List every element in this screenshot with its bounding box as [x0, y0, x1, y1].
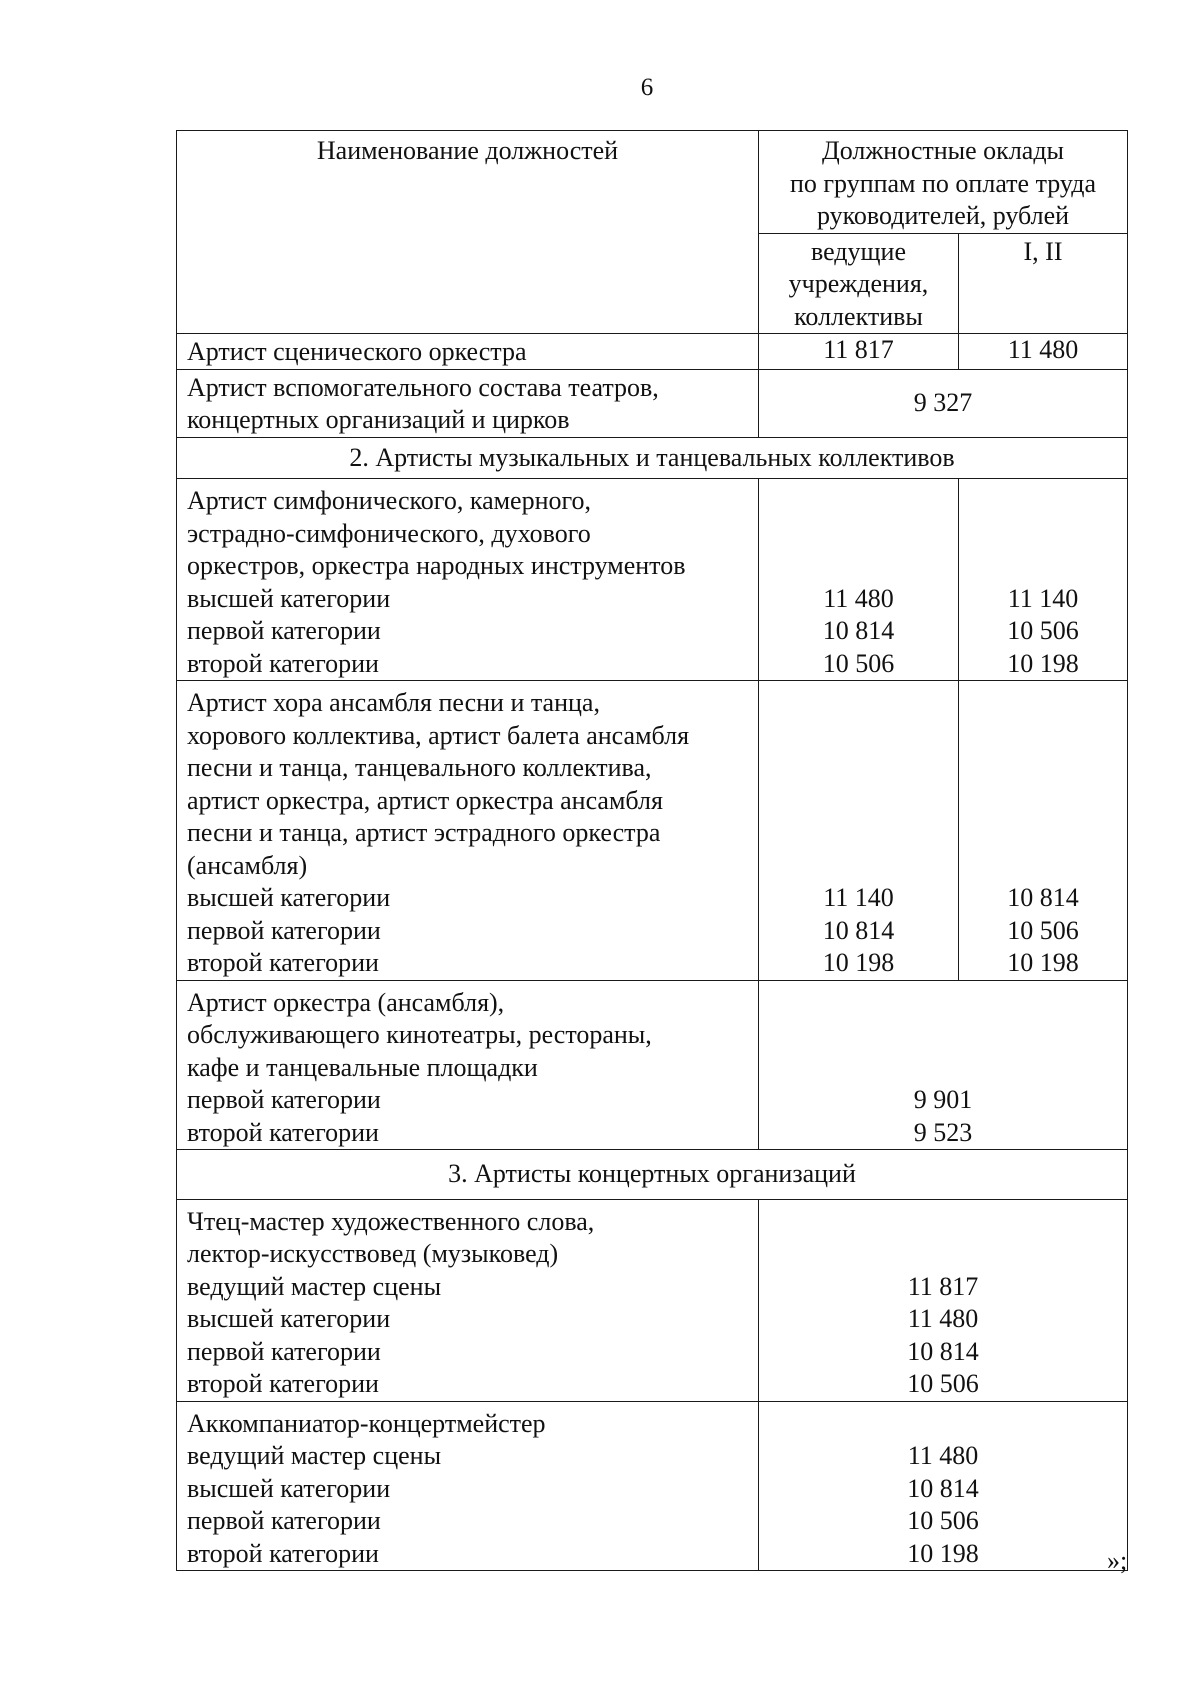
section-title: 3. Артисты концертных организаций: [177, 1150, 1128, 1200]
groups-value: 11 480: [959, 334, 1128, 370]
groups-value: 10 814: [1007, 883, 1079, 912]
position-name-line: концертных организаций и цирков: [187, 405, 570, 434]
merged-value: 10 814: [907, 1336, 979, 1366]
groups-value: 10 198: [1007, 648, 1079, 678]
position-name-line: второй категории: [187, 1117, 379, 1147]
merged-value: 10 506: [907, 1506, 979, 1535]
lead-value: 11 140: [823, 883, 894, 912]
lead-value: 10 814: [822, 915, 895, 945]
position-name-line: первой категории: [187, 616, 381, 645]
lead-header-line: коллективы: [794, 301, 923, 331]
section-row: [177, 437, 1128, 479]
position-name-line: второй категории: [187, 648, 379, 678]
lead-header-line: ведущие: [810, 236, 907, 266]
lead-value: 10 814: [822, 616, 895, 645]
position-name-line: первой категории: [187, 1506, 381, 1535]
position-name-line: кафе и танцевальные площадки: [187, 1052, 538, 1082]
groups-value: 10 198: [1007, 948, 1079, 977]
table-row: [177, 1199, 1128, 1401]
page-number: 6: [640, 74, 654, 101]
position-name-line: Артист оркестра (ансамбля),: [187, 987, 505, 1017]
position-name-line: Артист сценического оркестра: [187, 337, 527, 366]
position-name: [177, 1199, 759, 1401]
position-name: [177, 1401, 759, 1571]
merged-value: 9 327: [759, 369, 1128, 437]
lead-values: [759, 479, 959, 681]
merged-value: 9 901: [913, 1085, 973, 1114]
position-name-line: Артист вспомогательного состава театров,: [187, 372, 659, 402]
groups-values: [959, 681, 1128, 981]
position-name-line: второй категории: [187, 1538, 379, 1568]
position-name-line: первой категории: [187, 1336, 381, 1366]
table-header-row: [177, 131, 1128, 234]
lead-values: [759, 681, 959, 981]
position-name: [177, 479, 759, 681]
lead-value: 11 817: [759, 334, 959, 370]
merged-values: [759, 1199, 1128, 1401]
position-name-line: высшей категории: [187, 1473, 391, 1503]
merged-value: 11 480: [907, 1304, 979, 1333]
position-name-line: первой категории: [187, 1085, 381, 1114]
position-name-line: песни и танца, танцевального коллектива,: [187, 753, 652, 782]
position-name-line: обслуживающего кинотеатры, рестораны,: [187, 1020, 652, 1049]
position-name-line: высшей категории: [187, 883, 391, 912]
salary-table: [176, 130, 1128, 1571]
position-name-line: Чтец-мастер художественного слова,: [187, 1206, 595, 1236]
lead-value: 11 480: [823, 583, 894, 613]
merged-values: [759, 980, 1128, 1150]
table-row: [177, 369, 1128, 437]
groups-header: I, II: [959, 233, 1128, 334]
position-name-line: второй категории: [187, 948, 379, 977]
groups-value: 10 506: [1007, 616, 1079, 645]
section-row: [177, 1150, 1128, 1200]
position-name: [177, 334, 759, 370]
table-row: [177, 1401, 1128, 1571]
table-row: [177, 334, 1128, 370]
merged-values: [759, 1401, 1128, 1571]
salary-header-line: Должностные оклады: [821, 136, 1065, 165]
salary-header-line: руководителей, рублей: [816, 201, 1070, 230]
groups-value: 11 140: [1007, 583, 1079, 613]
groups-values: [959, 479, 1128, 681]
position-name-line: первой категории: [187, 915, 381, 945]
lead-institutions-header: [759, 233, 959, 334]
position-name-line: второй категории: [187, 1369, 379, 1398]
merged-value: 11 817: [907, 1271, 979, 1301]
position-name-line: высшей категории: [187, 583, 391, 613]
position-name-line: Аккомпаниатор-концертмейстер: [187, 1408, 546, 1438]
position-name-line: ведущий мастер сцены: [187, 1271, 442, 1301]
position-name-line: Артист хора ансамбля песни и танца,: [187, 688, 600, 717]
merged-value: 10 506: [907, 1369, 979, 1398]
closing-quote-mark: »;: [1107, 1546, 1128, 1575]
position-name: [177, 980, 759, 1150]
table-row: [177, 479, 1128, 681]
position-name-line: песни и танца, артист эстрадного оркестра: [187, 818, 661, 847]
merged-value: 11 480: [907, 1441, 979, 1470]
merged-value: 10 198: [907, 1538, 979, 1568]
position-name: [177, 681, 759, 981]
lead-header-line: учреждения,: [788, 269, 929, 298]
groups-value: 10 506: [1007, 915, 1079, 945]
position-name-line: ведущий мастер сцены: [187, 1441, 442, 1470]
salary-header-line: по группам по оплате труда: [789, 168, 1097, 198]
position-name-line: эстрадно-симфонического, духового: [187, 518, 591, 548]
position-name-line: Артист симфонического, камерного,: [187, 486, 592, 515]
position-column-header: Наименование должностей: [177, 131, 759, 334]
table-row: [177, 681, 1128, 981]
position-name-line: оркестров, оркестра народных инструментов: [187, 551, 686, 580]
lead-value: 10 506: [822, 648, 895, 678]
merged-value: 9 523: [913, 1117, 973, 1147]
table-row: [177, 980, 1128, 1150]
salary-column-header: [759, 131, 1128, 234]
position-name: [177, 369, 759, 437]
section-title: 2. Артисты музыкальных и танцевальных коллективов: [177, 437, 1128, 479]
position-name-line: высшей категории: [187, 1304, 391, 1333]
position-name-line: артист оркестра, артист оркестра ансамбля: [187, 785, 663, 815]
merged-value: 10 814: [907, 1473, 979, 1503]
position-name-line: лектор-искусствовед (музыковед): [187, 1239, 559, 1268]
lead-value: 10 198: [822, 948, 895, 977]
position-name-line: (ансамбля): [187, 850, 308, 880]
position-name-line: хорового коллектива, артист балета ансамбля: [187, 720, 690, 750]
